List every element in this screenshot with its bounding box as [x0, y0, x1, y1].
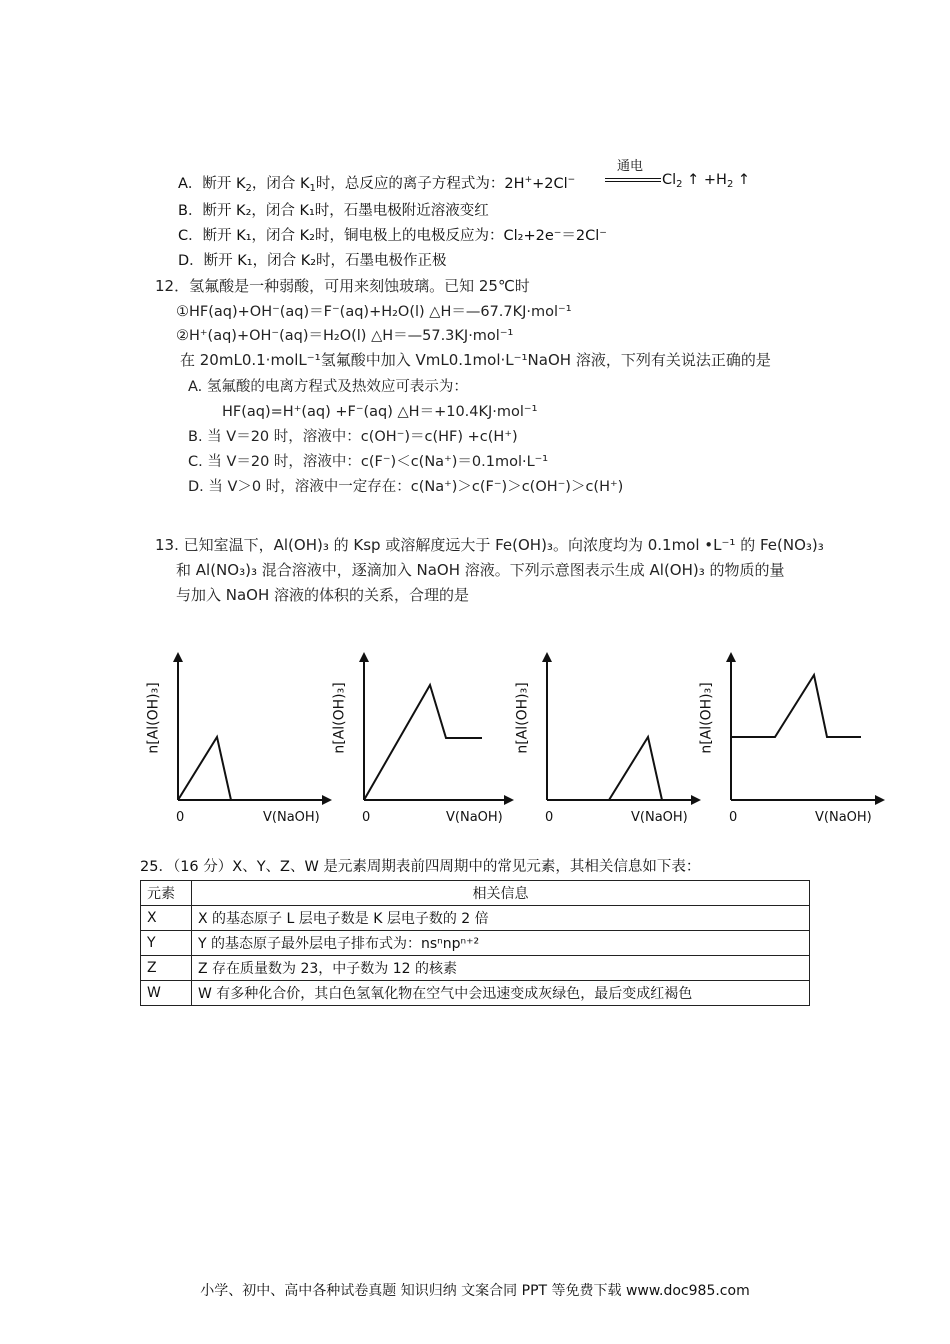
table-cell-element: X	[141, 906, 192, 931]
q13-line-3: 与加入 NaOH 溶液的体积的关系，合理的是	[176, 586, 470, 604]
table-cell-element: Z	[141, 956, 192, 981]
page-footer: 小学、初中、高中各种试卷真题 知识归纳 文案合同 PPT 等免费下载 www.doc985.com	[200, 1283, 750, 1299]
graph-d-ylabel: n[Al(OH)₃]	[698, 682, 715, 754]
graph-d-xlabel: V(NaOH)	[815, 810, 872, 825]
q11-option-a: A．断开 $K_2$，闭合 $K_1$时，总反应的离子方程式为：2H++2Cl−	[178, 175, 576, 194]
q12-equation-1: ①HF(aq)+OH⁻(aq)＝F⁻(aq)+H₂O(l) △H＝—67.7KJ·mol⁻¹	[176, 304, 572, 320]
graph-a-x-arrow	[322, 795, 332, 805]
graph-b-curve	[364, 685, 482, 800]
table-row	[141, 956, 810, 981]
graph-d-x-arrow	[875, 795, 885, 805]
graph-c-ylabel: n[Al(OH)₃]	[514, 682, 531, 754]
q12-option-b: B. 当 V＝20 时，溶液中：c(OH⁻)＝c(HF) +c(H⁺)	[188, 429, 518, 445]
q12-option-a-equation: HF(aq)=H⁺(aq) +F⁻(aq) △H＝+10.4KJ·mol⁻¹	[222, 404, 538, 420]
graph-a-origin: 0	[176, 810, 185, 825]
graph-b-y-arrow	[359, 652, 369, 662]
graph-b	[331, 650, 526, 844]
graph-a-xlabel: V(NaOH)	[263, 810, 320, 825]
graph-c-curve	[609, 737, 662, 800]
graph-b-xlabel: V(NaOH)	[446, 810, 503, 825]
table-cell-info: W 有多种化合价，其白色氢氧化物在空气中会迅速变成灰绿色，最后变成红褐色	[192, 981, 810, 1006]
graph-d-origin: 0	[729, 810, 738, 825]
table-cell-info: Z 存在质量数为 23，中子数为 12 的核素	[192, 956, 810, 981]
table-header-element: 元素	[141, 881, 192, 906]
graph-c-origin: 0	[545, 810, 554, 825]
graph-c-xlabel: V(NaOH)	[631, 810, 688, 825]
table-header-info: 相关信息	[192, 881, 810, 906]
graph-c-y-arrow	[542, 652, 552, 662]
graph-d	[698, 650, 893, 844]
table-cell-info: Y 的基态原子最外层电子排布式为：nsⁿnpⁿ⁺²	[192, 931, 810, 956]
graph-b-ylabel: n[Al(OH)₃]	[331, 682, 348, 754]
q12-option-c: C. 当 V＝20 时，溶液中：c(F⁻)＜c(Na⁺)＝0.1mol·L⁻¹	[188, 454, 549, 470]
element-info-table	[140, 880, 810, 1006]
graph-c	[514, 650, 719, 844]
q11-option-a-products: $Cl_2$ ↑ $+H_2$ ↑	[662, 172, 751, 190]
table-row	[141, 981, 810, 1006]
table-cell-info: X 的基态原子 L 层电子数是 K 层电子数的 2 倍	[192, 906, 810, 931]
graph-a	[145, 650, 340, 844]
table-cell-element: W	[141, 981, 192, 1006]
table-row	[141, 906, 810, 931]
equation-double-line	[605, 178, 661, 182]
q11-option-c: C．断开 K₁，闭合 K₂时，铜电极上的电极反应为：Cl₂+2e⁻＝2Cl⁻	[178, 228, 607, 244]
graph-b-origin: 0	[362, 810, 371, 825]
q25-stem: 25．（16 分）X、Y、Z、W 是元素周期表前四周期中的常见元素，其相关信息如下表：	[140, 859, 701, 875]
table-cell-element: Y	[141, 931, 192, 956]
q12-condition: 在 20mL0.1·molL⁻¹氢氟酸中加入 VmL0.1mol·L⁻¹NaOH 溶液，下列有关说法正确的是	[180, 351, 771, 369]
q12-option-a: A. 氢氟酸的电离方程式及热效应可表示为：	[188, 379, 468, 395]
graph-a-y-arrow	[173, 652, 183, 662]
electrolysis-label: 通电	[617, 159, 644, 174]
q12-option-d: D. 当 V＞0 时，溶液中一定存在：c(Na⁺)＞c(F⁻)＞c(OH⁻)＞c(H⁺)	[188, 479, 624, 495]
graph-b-x-arrow	[504, 795, 514, 805]
graph-c-x-arrow	[691, 795, 701, 805]
table-header-row	[141, 881, 810, 906]
graph-a-curve	[178, 737, 231, 800]
graph-d-y-arrow	[726, 652, 736, 662]
q11-option-d: D．断开 K₁，闭合 K₂时，石墨电极作正极	[178, 253, 447, 269]
q13-line-1: 13. 已知室温下，Al(OH)₃ 的 Ksp 或溶解度远大于 Fe(OH)₃。向浓度均为 0.1mol •L⁻¹ 的 Fe(NO₃)₃	[155, 536, 824, 554]
graph-d-curve	[731, 675, 861, 737]
graph-a-ylabel: n[Al(OH)₃]	[145, 682, 162, 754]
table-row	[141, 931, 810, 956]
q12-equation-2: ②H⁺(aq)+OH⁻(aq)＝H₂O(l) △H＝—57.3KJ·mol⁻¹	[176, 328, 514, 344]
q11-option-b: B．断开 K₂，闭合 K₁时，石墨电极附近溶液变红	[178, 203, 489, 219]
q12-stem: 12．氢氟酸是一种弱酸，可用来刻蚀玻璃。已知 25℃时	[155, 277, 530, 295]
q13-line-2: 和 Al(NO₃)₃ 混合溶液中，逐滴加入 NaOH 溶液。下列示意图表示生成 Al(OH)₃ 的物质的量	[176, 561, 785, 579]
